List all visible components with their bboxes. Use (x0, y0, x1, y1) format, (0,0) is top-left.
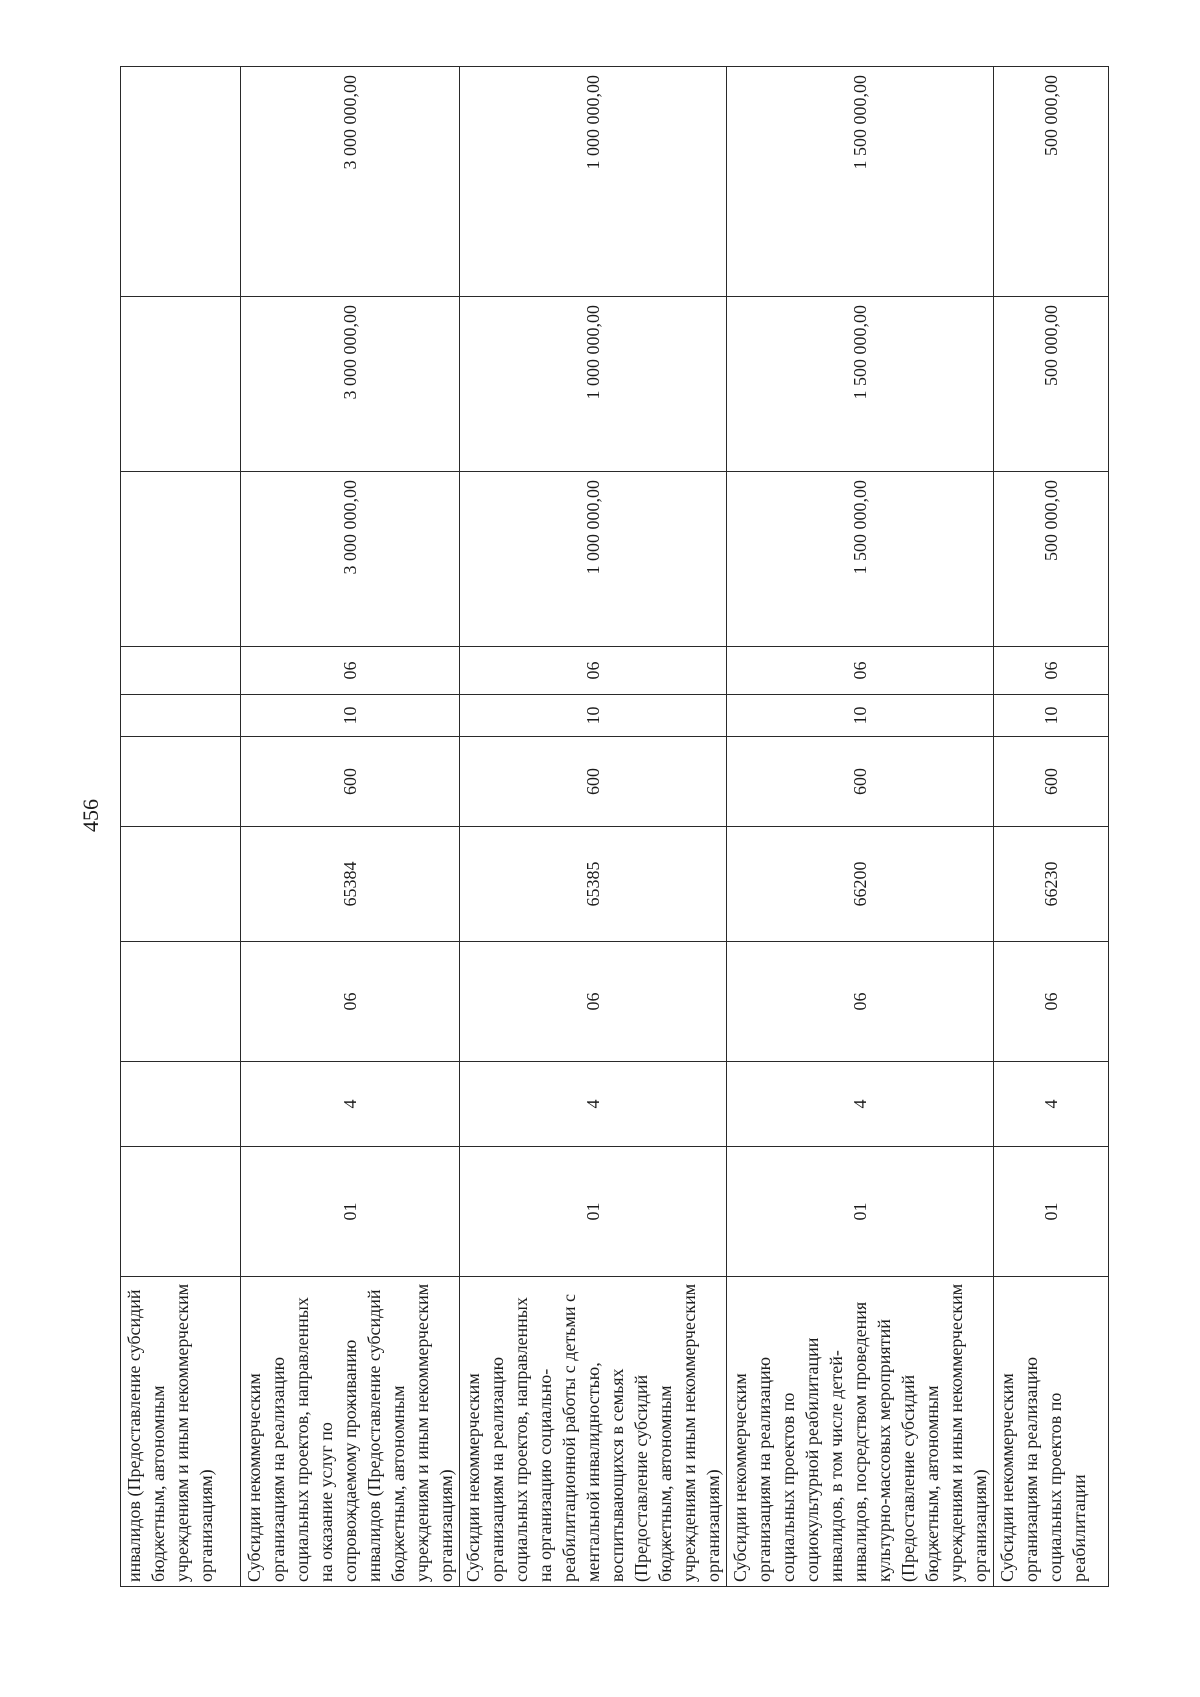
subsection-code: 06 (460, 647, 727, 695)
section-code: 10 (994, 695, 1109, 737)
expense-direction-code: 65385 (460, 827, 727, 942)
row-description: Субсидии некоммерческим организациям на реализацию социальных проектов, направленных на организацию социально-реабилитационной работы с детьми с ментальной инвалидностью, воспитывающихся в семьях (Предоставление субсидий бюджетным, автономным учреждениям и иным некоммерческим организациям) (460, 1277, 727, 1587)
table-row (121, 67, 241, 1587)
subprogram-code: 4 (727, 1062, 994, 1147)
amount-year-2: 1 500 000,00 (727, 297, 994, 472)
row-description: Субсидии некоммерческим организациям на реализацию социальных проектов, направленных на оказание услуг по сопровождаемому проживанию инвалидов (Предоставление субсидий бюджетным, автономным учреждениям и иным некоммерческим организациям) (241, 1277, 460, 1587)
amount-year-2: 1 000 000,00 (460, 297, 727, 472)
section-code: 10 (727, 695, 994, 737)
main-event-code: 06 (994, 942, 1109, 1062)
expense-type-code: 600 (994, 737, 1109, 827)
section-code (121, 695, 241, 737)
subsection-code (121, 647, 241, 695)
subprogram-code: 4 (460, 1062, 727, 1147)
section-code: 10 (241, 695, 460, 737)
amount-year-3: 500 000,00 (994, 67, 1109, 297)
subsection-code: 06 (727, 647, 994, 695)
row-description: инвалидов (Предоставление субсидий бюджетным, автономным учреждениям и иным некоммерческим организациям) (121, 1277, 241, 1587)
budget-table-rotated (120, 67, 1089, 1587)
amount-year-3: 1 500 000,00 (727, 67, 994, 297)
expense-direction-code: 66230 (994, 827, 1109, 942)
program-code (121, 1147, 241, 1277)
amount-year-1: 1 500 000,00 (727, 472, 994, 647)
row-description: Субсидии некоммерческим организациям на реализацию социальных проектов по реабилитации (994, 1277, 1109, 1587)
amount-year-2: 500 000,00 (994, 297, 1109, 472)
expense-type-code (121, 737, 241, 827)
subsection-code: 06 (994, 647, 1109, 695)
main-event-code: 06 (727, 942, 994, 1062)
table-row (727, 67, 994, 1587)
program-code: 01 (727, 1147, 994, 1277)
subsection-code: 06 (241, 647, 460, 695)
budget-table-body (121, 67, 1109, 1587)
amount-year-2: 3 000 000,00 (241, 297, 460, 472)
amount-year-1: 1 000 000,00 (460, 472, 727, 647)
main-event-code: 06 (460, 942, 727, 1062)
table-row (460, 67, 727, 1587)
amount-year-2 (121, 297, 241, 472)
subprogram-code: 4 (994, 1062, 1109, 1147)
program-code: 01 (994, 1147, 1109, 1277)
expense-type-code: 600 (727, 737, 994, 827)
budget-table (120, 66, 1109, 1587)
table-row (241, 67, 460, 1587)
subprogram-code (121, 1062, 241, 1147)
expense-type-code: 600 (241, 737, 460, 827)
expense-direction-code (121, 827, 241, 942)
amount-year-1: 3 000 000,00 (241, 472, 460, 647)
page-number: 456 (78, 799, 103, 832)
amount-year-1 (121, 472, 241, 647)
main-event-code: 06 (241, 942, 460, 1062)
expense-type-code: 600 (460, 737, 727, 827)
table-row (994, 67, 1109, 1587)
subprogram-code: 4 (241, 1062, 460, 1147)
expense-direction-code: 66200 (727, 827, 994, 942)
amount-year-3: 1 000 000,00 (460, 67, 727, 297)
section-code: 10 (460, 695, 727, 737)
amount-year-1: 500 000,00 (994, 472, 1109, 647)
expense-direction-code: 65384 (241, 827, 460, 942)
program-code: 01 (241, 1147, 460, 1277)
amount-year-3 (121, 67, 241, 297)
main-event-code (121, 942, 241, 1062)
amount-year-3: 3 000 000,00 (241, 67, 460, 297)
row-description: Субсидии некоммерческим организациям на реализацию социальных проектов по социокультурной реабилитации инвалидов, в том числе детей-инвалидов, посредством проведения культурно-массовых мероприятий (Предоставление субсидий бюджетным, автономным учреждениям и иным некоммерческим организациям) (727, 1277, 994, 1587)
program-code: 01 (460, 1147, 727, 1277)
